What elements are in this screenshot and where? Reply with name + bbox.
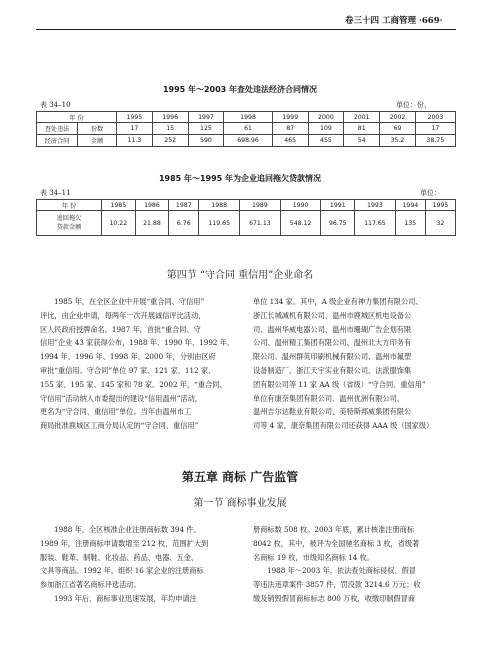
table-cell: 135 [395,211,425,236]
table-cell: 96.75 [321,211,355,236]
table1-year-header: 年 份 [37,112,117,123]
table-cell: 61 [224,123,272,135]
table2-header-row [37,200,456,211]
table2-year: 1994 [395,200,425,211]
table-cell: 590 [188,135,224,147]
text-line: 单位 134 家。其中，A 级企业有神力集团有限公司、 [253,297,423,306]
text-line: 缴及销毁假冒商标标志 800 万枚，收缴印制假冒商 [253,593,416,603]
chapter5-section1-title: 第一节 商标事业发展 [193,498,287,509]
text-line: 团有限公司等 11 家 AA 级（省级）“守合同、重信用” [253,379,426,389]
text-line: 公司、温州精工集团有限公司、温州北大方印务有 [253,338,412,348]
text-line: 信用”企业 43 家获得公布，1988 年、1990 年、1992 年、 [40,338,235,348]
text-line: 设备制造厂、浙江天宇实业有限公司、法派服饰集 [253,365,412,375]
text-line: 限公司、温州群英印刷机械有限公司、温州市氟塑 [253,352,412,362]
table1-year: 2003 [415,112,455,123]
text-line: 名商标 19 枚，市级知名商标 14 枚。 [253,552,374,562]
text-line: 1994 年、1996 年、1998 年、2000 年，分别由区府 [40,352,216,362]
table-cell: 465 [272,135,308,147]
table1-year: 2002 [380,112,416,123]
text-line: 司、温州华威电器公司、温州市珊瑚广告企划有限 [253,324,412,334]
text-line: 守信用”活动纳入市委提出的建设“信用温州”活动， [40,393,202,403]
table2-year: 1990 [280,200,321,211]
table-cell: 35.2 [380,135,416,147]
table-cell: 69 [380,123,416,135]
table-cell: 10.22 [102,211,136,236]
table-cell: 548.12 [280,211,321,236]
chapter5-left-column [40,523,238,606]
table-cell: 671.13 [240,211,281,236]
text-line: 1988 年～2003 年，依法查处商标侵权、假冒 [267,566,416,576]
table2-row-name-line: 追回拖欠 [56,215,82,222]
table-cell: 21.88 [135,211,169,236]
table-row [37,123,456,135]
text-line: 评比，由企业申请，每两年一次开展诚信评比活动， [40,310,206,320]
table-cell: 38.75 [415,135,455,147]
table1-year: 1999 [272,112,308,123]
table2-label: 表 34–11 [40,189,71,197]
table1-row-name: 金额 [78,135,117,147]
table-row [37,211,456,236]
text-line: 浙江长城减机有限公司、温州市鹿城区机电设备公 [253,310,412,320]
text-line: 1989 年，注册商标申请数增至 212 枚，范围扩大到 [40,538,209,548]
text-line: 温州吉尔达鞋业有限公司、美特斯邦威集团有限公 [253,407,412,417]
table2-row-name [37,211,102,236]
header-rule [36,29,456,30]
table-row [37,135,456,147]
text-line: 等违法违章案件 3857 件，罚没款 3214.6 万元；收 [253,580,421,590]
table-cell: 6.76 [169,211,199,236]
text-line: 区人民政府授牌命名。1987 年，首批“重合同、守 [40,324,201,334]
text-line: 1985 年，在全区企业中开展“重合同、守信用” [54,297,205,306]
table-cell: 125 [188,123,224,135]
text-line: 参加浙江省著名商标评选活动。 [40,580,141,590]
table1-group-label: 查处违法 [37,123,78,135]
table2-row-name-line: 贷款金额 [56,224,82,231]
table-cell: 11.3 [117,135,153,147]
table-cell: 698.96 [224,135,272,147]
table-cell: 15 [152,123,188,135]
text-line: 更名为“守合同、重信用”单位。当年由温州市工 [40,407,192,417]
text-line: 155 家、195 家、145 家和 78 家。2002 年，“重合同、 [40,379,227,389]
table2-year: 1987 [169,200,199,211]
table-cell: 17 [117,123,153,135]
table-cell: 87 [272,123,308,135]
table-cell: 252 [152,135,188,147]
table1-year: 2001 [344,112,380,123]
text-line: 服装、鞋革、制鞋、化妆品、药品、电器、五金、 [40,552,199,562]
table-cell: 54 [344,135,380,147]
table1-year: 1997 [188,112,224,123]
text-line: 文具等商品。1992 年，组织 16 家企业的注册商标 [40,566,204,576]
table1-row-name: 份数 [78,123,117,135]
text-line: 商局批准鹿城区工商分局认定的“守合同、重信用” [40,421,199,431]
table1-header-row [37,112,456,123]
section4-title: 第四节 “守合同 重信用”企业命名 [166,270,314,281]
table1-unit: 单位：份、 [396,101,431,109]
table2-year: 1989 [240,200,281,211]
table2-year: 1988 [199,200,240,211]
table2-year: 1986 [135,200,169,211]
table2 [36,199,456,236]
table-cell: 17 [415,123,455,135]
table1-year: 1996 [152,112,188,123]
table1-group-label: 经济合同 [37,135,78,147]
table2-year: 1993 [355,200,396,211]
chapter5-right-column [253,523,451,606]
table1-year: 1998 [224,112,272,123]
table-cell: 81 [344,123,380,135]
text-line: 单位有康奈集团有限公司、温州优洲有限公司、 [253,393,404,403]
text-line: 审批“重信用、守合同”单位 97 家、121 家、112 家、 [40,365,216,375]
table1-year: 2000 [308,112,344,123]
running-head: 卷三十四 工商管理 ·669· [345,16,443,26]
table1-year: 1995 [117,112,153,123]
text-line: 司等 4 家，康奈集团有限公司还获得 AAA 级（国家级） [253,421,434,431]
table2-year: 1991 [321,200,355,211]
table2-year: 1985 [102,200,136,211]
text-line: 册商标数 508 枚。2003 年底，累计核准注册商标 [253,525,415,534]
table-cell: 455 [308,135,344,147]
text-line: 8042 枚，其中，被评为全国驰名商标 3 枚，省级著 [253,538,420,548]
text-line: 1988 年，全区核准企业注册商标数 394 件。 [54,525,201,534]
table1-title: 1995 年～2003 年查处违法经济合同情况 [162,85,318,94]
table2-year: 1995 [425,200,455,211]
section4-right-column [253,295,451,433]
table2-unit: 单位： [420,189,441,197]
table1-label: 表 34–10 [40,101,71,109]
chapter5-title: 第五章 商标 广告监管 [181,470,299,484]
text-line: 1993 年后，商标事业迅速发展，年均申请注 [54,593,197,603]
table-cell: 109 [308,123,344,135]
table-cell: 32 [425,211,455,236]
table-cell: 117.65 [355,211,396,236]
table1 [36,111,456,147]
table2-title: 1985 年～1995 年为企业追回拖欠贷款情况 [158,174,322,183]
table2-year-header: 年 份 [37,200,102,211]
section4-left-column [40,295,238,433]
table-cell: 119.65 [199,211,240,236]
